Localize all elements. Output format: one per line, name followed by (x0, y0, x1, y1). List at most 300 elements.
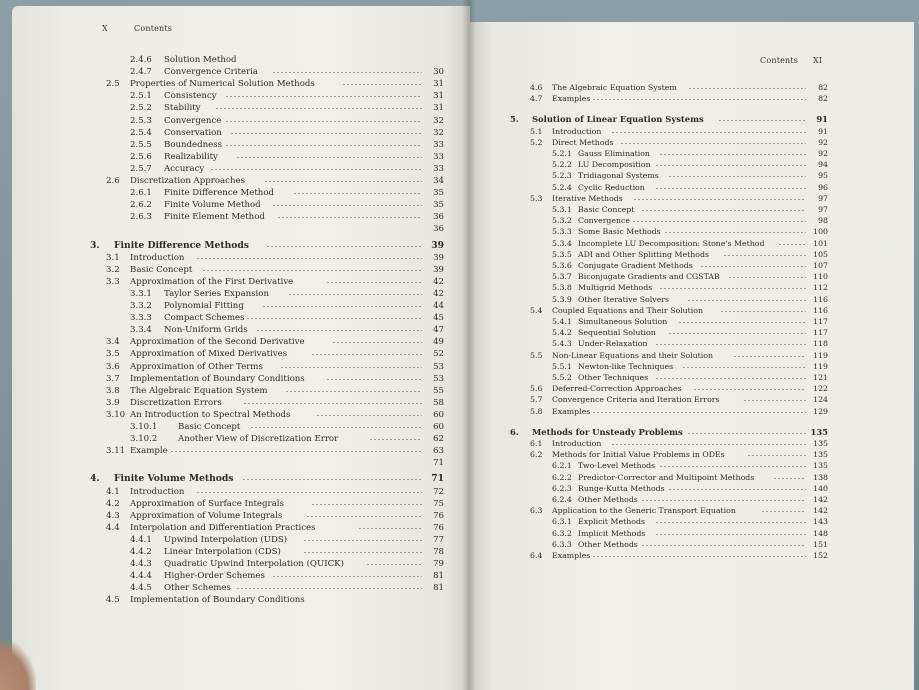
toc-entry-title: Upwind Interpolation (UDS) (164, 534, 288, 545)
toc-entry (12, 54, 448, 66)
toc-entry (470, 93, 832, 104)
toc-dot-leader (285, 390, 422, 393)
toc-dot-leader (326, 281, 422, 284)
toc-entry (12, 510, 448, 522)
toc-dot-leader (303, 539, 422, 542)
toc-entry-page-number: 151 (813, 539, 828, 549)
toc-entry (12, 163, 448, 175)
toc-entry (470, 294, 832, 305)
toc-entry-number: 3.3 (106, 276, 120, 287)
toc-entry-page-number: 71 (431, 473, 444, 485)
toc-entry-number: 5.2.4 (552, 182, 572, 192)
toc-dot-leader (242, 478, 422, 481)
toc-entry (12, 498, 448, 510)
toc-dot-leader (311, 503, 422, 506)
toc-entry-page-number: 36 (433, 224, 444, 235)
toc-entry-number: 5.2 (530, 137, 543, 147)
toc-entry-title: LU Decomposition (578, 160, 651, 170)
toc-entry-number: 2.5.1 (130, 91, 152, 102)
toc-dot-leader (342, 83, 422, 86)
toc-entry (470, 327, 832, 338)
toc-entry-page-number: 138 (813, 472, 828, 482)
toc-entry-page-number: 62 (433, 434, 444, 445)
toc-entry-page-number: 117 (813, 328, 828, 338)
toc-dot-leader (720, 310, 806, 313)
toc-entry-title: Other Methods (578, 495, 638, 504)
toc-entry (12, 66, 448, 78)
toc-entry-title: Stability (164, 103, 201, 114)
toc-entry (12, 151, 448, 163)
toc-entry-page-number: 39 (433, 264, 444, 275)
toc-dot-leader (659, 465, 806, 468)
toc-dot-leader (225, 120, 422, 123)
toc-entry-number: 2.5.4 (130, 127, 152, 138)
toc-entry-page-number: 121 (813, 373, 828, 382)
toc-entry-page-number: 92 (818, 137, 828, 147)
toc-entry-page-number: 142 (813, 506, 828, 516)
toc-dot-leader (641, 499, 806, 502)
toc-entry-number: 4.4 (106, 522, 120, 533)
toc-entry-page-number: 118 (813, 339, 828, 349)
toc-entry-number: 5.4 (530, 305, 543, 315)
toc-entry-page-number: 82 (818, 94, 828, 104)
toc-entry-page-number: 82 (818, 83, 828, 92)
toc-dot-leader (266, 245, 423, 248)
toc-entry-number: 4.4.3 (130, 559, 152, 570)
toc-entry-number: 3.3.2 (130, 301, 152, 311)
toc-entry-page-number: 42 (433, 276, 444, 287)
toc-dot-leader (311, 353, 422, 356)
toc-entry (470, 394, 832, 405)
toc-entry-number: 6.2.3 (552, 483, 572, 493)
toc-entry-page-number: 39 (431, 239, 444, 251)
toc-entry (12, 385, 448, 397)
toc-entry-title: Predictor-Corrector and Multipoint Methods (578, 472, 755, 482)
toc-dot-leader (288, 293, 422, 296)
toc-entry-title: Approximation of Other Terms (130, 361, 263, 372)
toc-entry-number: 4.4.5 (130, 583, 152, 594)
toc-entry-page-number: 31 (433, 79, 444, 90)
toc-entry-page-number: 60 (433, 422, 444, 432)
toc-entry-title: Polynomial Fitting (164, 301, 244, 311)
toc-entry-page-number: 42 (433, 288, 444, 299)
toc-entry (470, 260, 832, 271)
toc-entry-page-number: 76 (433, 510, 444, 521)
toc-entry-title: Other Techniques (578, 373, 649, 382)
toc-entry (470, 516, 832, 527)
toc-entry (12, 300, 448, 312)
toc-entry-title: Solution of Linear Equation Systems (532, 114, 704, 125)
toc-dot-leader (262, 305, 422, 308)
toc-entry-page-number: 78 (433, 547, 444, 557)
toc-entry-page-number: 97 (818, 193, 828, 203)
toc-entry (470, 271, 832, 282)
toc-entry (12, 522, 448, 534)
toc-entry-title: Explicit Methods (578, 517, 645, 527)
toc-entry (470, 159, 832, 170)
toc-entry-title: Approximation of Volume Integrals (130, 510, 283, 521)
toc-entry-title: Examples (552, 406, 591, 416)
toc-entry-page-number: 32 (433, 127, 444, 138)
toc-entry (12, 139, 448, 151)
toc-entry (470, 82, 832, 93)
toc-entry-page-number: 124 (813, 395, 828, 405)
toc-entry-page-number: 35 (433, 200, 444, 211)
toc-entry (12, 90, 448, 102)
toc-entry-number: 5.2.3 (552, 171, 572, 181)
toc-entry-number: 5.4.1 (552, 317, 572, 326)
toc-entry-number: 3.10 (106, 409, 126, 420)
toc-entry-number: 5.5.2 (552, 373, 572, 382)
toc-entry-title: Boundedness (164, 139, 223, 150)
toc-dot-leader (700, 265, 806, 268)
toc-entry-number: 2.5.2 (130, 103, 152, 114)
toc-entry (470, 350, 832, 361)
toc-entry (12, 223, 448, 235)
toc-dot-leader (641, 209, 806, 212)
toc-dot-leader (236, 156, 422, 159)
toc-dot-leader (655, 377, 806, 380)
toc-dot-leader (272, 204, 422, 207)
toc-dot-leader (668, 332, 806, 335)
toc-entry-number: 6.3 (530, 506, 543, 516)
toc-entry-title: Finite Element Method (164, 212, 265, 223)
toc-dot-leader (316, 414, 422, 417)
toc-entry (470, 249, 832, 260)
toc-entry (12, 336, 448, 348)
toc-entry (470, 338, 832, 349)
toc-entry-number: 5.4.3 (552, 339, 572, 349)
toc-dot-leader (668, 175, 806, 178)
toc-entry-title: Conjugate Gradient Methods (578, 261, 693, 270)
toc-entry-title: Implementation of Boundary Conditions (130, 373, 305, 384)
toc-dot-leader (743, 399, 806, 402)
toc-entry-title: Another View of Discretization Error (178, 434, 339, 445)
toc-entry-page-number: 119 (813, 350, 828, 360)
toc-entry-page-number: 148 (813, 528, 828, 538)
toc-entry-number: 5.3.3 (552, 227, 572, 237)
toc-entry-title: Approximation of Surface Integrals (130, 498, 284, 509)
toc-entry-title: Approximation of Mixed Derivatives (130, 349, 288, 360)
toc-entry-title: Introduction (130, 486, 185, 497)
toc-entry-page-number: 36 (433, 212, 444, 223)
toc-entry-title: Two-Level Methods (578, 461, 656, 471)
toc-entry-number: 3.3.3 (130, 313, 152, 324)
toc-entry (12, 312, 448, 324)
toc-entry-title: Consistency (164, 91, 217, 102)
toc-entry-page-number: 31 (433, 91, 444, 102)
toc-entry (470, 305, 832, 316)
toc-entry-title: Deferred-Correction Approaches (552, 384, 682, 394)
toc-entry-page-number: 60 (433, 409, 444, 420)
toc-entry-number: 5.1 (530, 126, 543, 136)
toc-entry-number: 5.3 (530, 193, 543, 203)
toc-dot-leader (369, 438, 422, 441)
toc-entry-number: 6.3.2 (552, 528, 572, 538)
toc-entry-number: 2.6 (106, 176, 120, 186)
toc-entry-page-number: 135 (813, 439, 828, 448)
toc-entry-title: Introduction (130, 252, 185, 263)
toc-entry (470, 539, 832, 550)
toc-dot-leader (264, 180, 422, 183)
toc-entry-title: Other Iterative Solvers (578, 294, 669, 304)
toc-entry-page-number: 32 (433, 115, 444, 126)
toc-dot-leader (326, 378, 422, 381)
toc-entry-page-number: 119 (813, 361, 828, 371)
toc-entry-number: 5.5.1 (552, 361, 572, 371)
toc-entry-page-number: 91 (818, 126, 828, 136)
toc-entry-page-number: 79 (433, 559, 444, 570)
toc-entry-number: 6.3.1 (552, 517, 572, 527)
toc-entry-page-number: 91 (816, 114, 828, 125)
toc-entry-page-number: 53 (433, 373, 444, 384)
toc-entry (470, 170, 832, 181)
toc-entry-number: 6. (510, 426, 519, 437)
toc-entry-number: 4.6 (530, 83, 543, 92)
toc-entry-page-number: 95 (818, 171, 828, 181)
thumb (0, 640, 36, 690)
toc-entry-number: 2.6.3 (130, 212, 152, 223)
toc-entry-number: 2.5.3 (130, 115, 152, 126)
toc-entry-title: Basic Concept (578, 205, 635, 214)
toc-dot-leader (632, 220, 806, 223)
toc-entry-title: Basic Concept (178, 422, 241, 432)
toc-dot-leader (225, 95, 422, 98)
toc-entry (470, 215, 832, 226)
toc-dot-leader (655, 187, 806, 190)
toc-entry-title: Quadratic Upwind Interpolation (QUICK) (164, 559, 344, 570)
toc-entry (470, 316, 832, 327)
toc-dot-leader (215, 107, 422, 110)
toc-entry (12, 582, 448, 594)
toc-chapter-entry (12, 473, 448, 485)
toc-dot-leader (303, 551, 422, 554)
toc-entry-number: 6.2.1 (552, 461, 572, 471)
toc-chapter-entry (470, 114, 832, 125)
toc-entry (470, 204, 832, 215)
toc-entry (470, 550, 832, 561)
toc-dot-leader (641, 544, 806, 547)
toc-entry-page-number: 53 (433, 361, 444, 372)
toc-dot-leader (633, 198, 806, 201)
toc-entry-number: 5.8 (530, 406, 543, 416)
toc-entry-number: 2.5 (106, 79, 120, 90)
toc-dot-leader (687, 299, 806, 302)
toc-entry (470, 406, 832, 417)
toc-entry-number: 4.3 (106, 510, 120, 521)
toc-entry-page-number: 71 (433, 458, 444, 469)
toc-entry (470, 528, 832, 539)
toc-dot-leader (688, 87, 806, 90)
toc-entry-page-number: 152 (813, 551, 828, 560)
toc-dot-leader (358, 527, 422, 530)
toc-entry-title: Conservation (164, 127, 222, 138)
toc-entry-title: Newton-like Techniques (578, 361, 674, 371)
toc-entry-title: Finite Volume Method (164, 200, 261, 211)
toc-entry-number: 6.2.2 (552, 472, 572, 482)
right-header-page-number: XI (813, 56, 823, 65)
toc-entry-number: 2.5.6 (130, 151, 152, 162)
toc-dot-leader (668, 488, 806, 491)
toc-entry-title: Finite Difference Method (164, 188, 275, 199)
toc-entry-number: 5. (510, 114, 519, 125)
toc-entry-number: 2.6.2 (130, 200, 152, 211)
left-header-page-number: X (102, 24, 108, 33)
toc-entry-number: 4.2 (106, 498, 120, 509)
toc-entry-title: An Introduction to Spectral Methods (130, 409, 291, 420)
toc-entry-title: Direct Methods (552, 137, 614, 147)
toc-entry-title: Methods for Initial Value Problems in ODEs (552, 450, 725, 460)
toc-dot-leader (196, 491, 422, 494)
toc-entry-page-number: 135 (813, 450, 828, 460)
toc-entry-number: 3.1 (106, 252, 120, 263)
toc-entry-number: 2.4.7 (130, 67, 152, 78)
toc-entry-title: Non-Linear Equations and their Solution (552, 350, 714, 360)
toc-dot-leader (196, 257, 422, 260)
toc-entry-number: 3.10.1 (130, 422, 158, 432)
toc-entry-title: Examples (552, 94, 591, 104)
toc-entry-number: 2.5.7 (130, 163, 152, 174)
toc-entry-page-number: 112 (813, 283, 828, 293)
toc-dot-leader (693, 388, 807, 391)
toc-entry-number: 3. (90, 239, 100, 251)
toc-entry-page-number: 52 (433, 349, 444, 360)
toc-entry-title: Compact Schemes (164, 313, 245, 324)
toc-entry (12, 457, 448, 469)
toc-entry-title: Implementation of Boundary Conditions (130, 595, 305, 606)
toc-entry-number: 5.3.1 (552, 205, 572, 214)
toc-dot-leader (682, 366, 806, 369)
toc-entry (470, 472, 832, 483)
toc-dot-leader (611, 443, 806, 446)
toc-entry-page-number: 140 (813, 483, 828, 493)
toc-entry (12, 127, 448, 139)
toc-entry-title: Biconjugate Gradients and CGSTAB (578, 272, 720, 282)
toc-chapter-entry (470, 427, 832, 438)
toc-entry (470, 361, 832, 372)
toc-entry (470, 148, 832, 159)
toc-entry (12, 102, 448, 114)
toc-entry-title: Convergence (164, 115, 222, 126)
toc-entry-page-number: 101 (813, 238, 828, 248)
toc-entry-page-number: 33 (433, 163, 444, 174)
toc-dot-leader (620, 142, 806, 145)
toc-dot-leader (733, 355, 806, 358)
toc-dot-leader (659, 287, 806, 290)
toc-entry-page-number: 55 (433, 385, 444, 396)
toc-entry (12, 115, 448, 127)
toc-dot-leader (655, 521, 806, 524)
toc-entry (12, 534, 448, 546)
toc-dot-leader (225, 144, 422, 147)
toc-entry-title: Example (130, 446, 168, 457)
toc-entry-title: Methods for Unsteady Problems (532, 426, 683, 437)
right-page (470, 22, 914, 690)
toc-entry-title: Tridiagonal Systems (578, 171, 659, 181)
toc-dot-leader (366, 563, 422, 566)
toc-entry-title: Examples (552, 551, 591, 560)
toc-entry-title: Runge-Kutta Methods (578, 483, 665, 493)
toc-entry-title: Taylor Series Expansion (164, 288, 270, 299)
toc-entry-page-number: 33 (433, 151, 444, 162)
toc-entry-title: Discretization Errors (130, 397, 222, 408)
toc-entry-page-number: 110 (813, 272, 828, 282)
toc-dot-leader (272, 575, 422, 578)
toc-entry-page-number: 117 (813, 317, 828, 326)
toc-dot-leader (664, 231, 806, 234)
toc-entry (470, 126, 832, 137)
toc-dot-leader (728, 276, 806, 279)
toc-dot-leader (778, 243, 806, 246)
toc-entry-page-number: 81 (433, 583, 444, 594)
toc-entry-title: Cyclic Reduction (578, 182, 645, 192)
toc-entry (12, 348, 448, 360)
right-header-title: Contents (760, 56, 799, 65)
toc-entry-title: Implicit Methods (578, 528, 646, 538)
toc-entry-number: 4.4.2 (130, 547, 152, 557)
toc-dot-leader (718, 119, 806, 122)
left-page (12, 6, 470, 690)
toc-entry-title: Higher-Order Schemes (164, 571, 265, 582)
toc-entry (12, 397, 448, 409)
toc-entry-title: Sequential Solution (578, 328, 656, 338)
toc-entry-title: The Algebraic Equation System (130, 385, 268, 396)
toc-entry (12, 486, 448, 498)
toc-entry-title: Approximation of the First Derivative (130, 276, 294, 287)
toc-entry-page-number: 98 (818, 216, 828, 226)
toc-entry-page-number: 49 (433, 337, 444, 348)
toc-entry-page-number: 47 (433, 325, 444, 336)
toc-dot-leader (655, 533, 806, 536)
toc-entry-page-number: 105 (813, 249, 828, 259)
toc-entry-number: 3.9 (106, 397, 120, 408)
toc-entry (12, 288, 448, 300)
toc-entry-number: 4.4.1 (130, 534, 152, 545)
toc-entry-title: Application to the Generic Transport Equation (552, 506, 736, 516)
toc-entry-title: Multigrid Methods (578, 283, 653, 293)
toc-entry-number: 3.11 (106, 446, 126, 457)
toc-entry-title: Simultaneous Solution (578, 317, 668, 326)
toc-entry-page-number: 92 (818, 149, 828, 158)
toc-dot-leader (202, 269, 422, 272)
toc-dot-leader (306, 515, 422, 518)
toc-dot-leader (592, 555, 806, 558)
toc-entry-page-number: 107 (813, 261, 828, 270)
toc-entry-number: 5.2.2 (552, 160, 572, 170)
toc-entry (12, 570, 448, 582)
toc-entry (12, 594, 448, 606)
toc-entry-page-number: 44 (433, 301, 444, 311)
toc-entry (12, 175, 448, 187)
toc-dot-leader (611, 131, 806, 134)
toc-entry-title: Some Basic Methods (578, 227, 661, 237)
toc-entry-number: 2.4.6 (130, 55, 152, 65)
toc-entry-title: Gauss Elimination (578, 149, 650, 158)
toc-dot-leader (246, 317, 422, 320)
toc-entry (12, 252, 448, 264)
toc-entry-page-number: 135 (810, 426, 828, 437)
toc-dot-leader (761, 510, 806, 513)
toc-entry-page-number: 63 (433, 446, 444, 457)
toc-dot-leader (747, 454, 806, 457)
toc-entry (470, 449, 832, 460)
toc-entry-page-number: 77 (433, 534, 444, 545)
toc-entry-number: 6.1 (530, 439, 543, 448)
toc-entry (12, 558, 448, 570)
toc-entry (12, 199, 448, 211)
toc-chapter-entry (12, 240, 448, 252)
toc-entry (12, 546, 448, 558)
